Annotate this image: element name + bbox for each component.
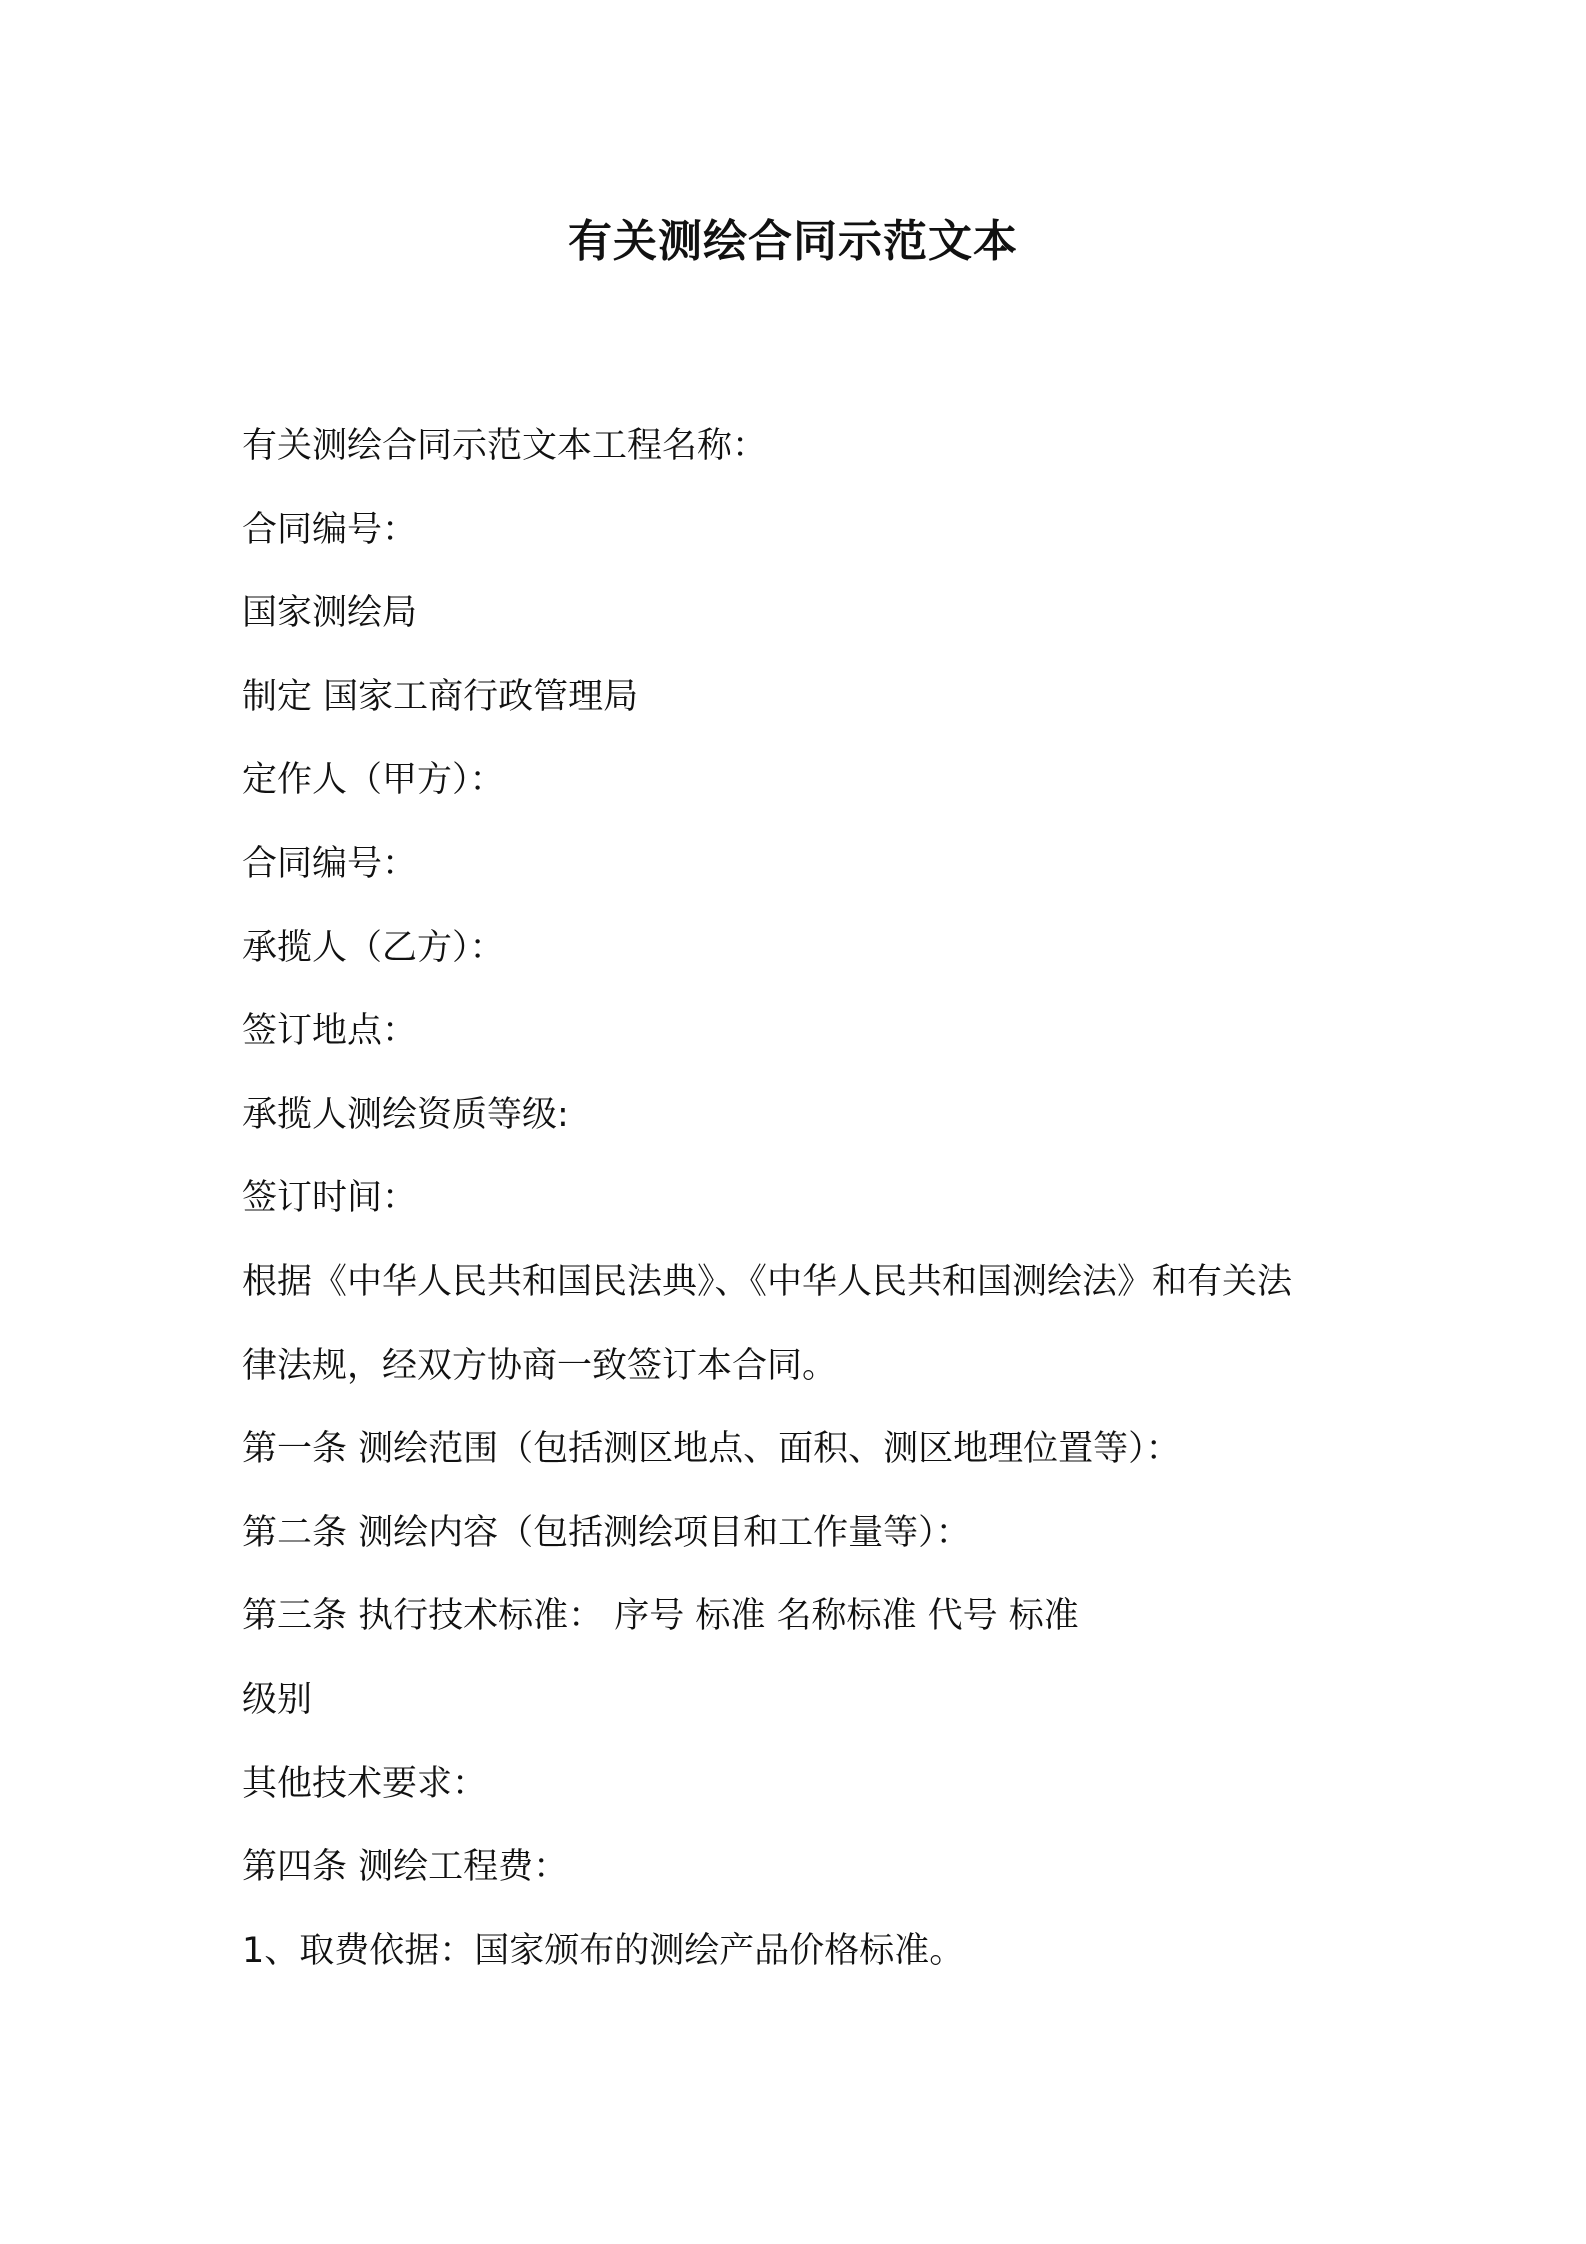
article-3-continuation: 级别 [242, 1679, 313, 1720]
preamble-line-2: 律法规，经双方协商一致签订本合同。 [242, 1345, 838, 1386]
signing-time-line: 签订时间： [242, 1178, 418, 1219]
other-requirements-line: 其他技术要求： [242, 1763, 488, 1804]
party-a-line: 定作人（甲方）： [242, 760, 505, 801]
article-2-line: 第二条 测绘内容（包括测绘项目和工作量等）： [242, 1512, 971, 1553]
article-4-line: 第四条 测绘工程费： [242, 1847, 569, 1888]
contract-number-line-2: 合同编号： [242, 843, 418, 884]
document-title: 有关测绘合同示范文本 [568, 216, 1018, 267]
document-body [242, 405, 1362, 1993]
formulated-by-line: 制定 国家工商行政管理局 [242, 676, 639, 717]
project-name-line: 有关测绘合同示范文本工程名称： [242, 426, 768, 466]
preamble-line-1: 根据《中华人民共和国民法典》、《中华人民共和国测绘法》和有关法 [242, 1261, 1293, 1302]
article-1-line: 第一条 测绘范围（包括测区地点、面积、测区地理位置等）： [242, 1429, 1181, 1470]
fee-basis-line: 1、取费依据：国家颁布的测绘产品价格标准。 [242, 1930, 965, 1971]
issuer-line: 国家测绘局 [242, 593, 418, 634]
party-b-line: 承揽人（乙方）： [242, 927, 505, 968]
article-3-line: 第三条 执行技术标准： 序号 标准 名称标准 代号 标准 [242, 1596, 1079, 1637]
contract-number-line: 合同编号： [242, 509, 418, 550]
signing-place-line: 签订地点： [242, 1011, 418, 1052]
qualification-level-line: 承揽人测绘资质等级: [242, 1094, 569, 1135]
